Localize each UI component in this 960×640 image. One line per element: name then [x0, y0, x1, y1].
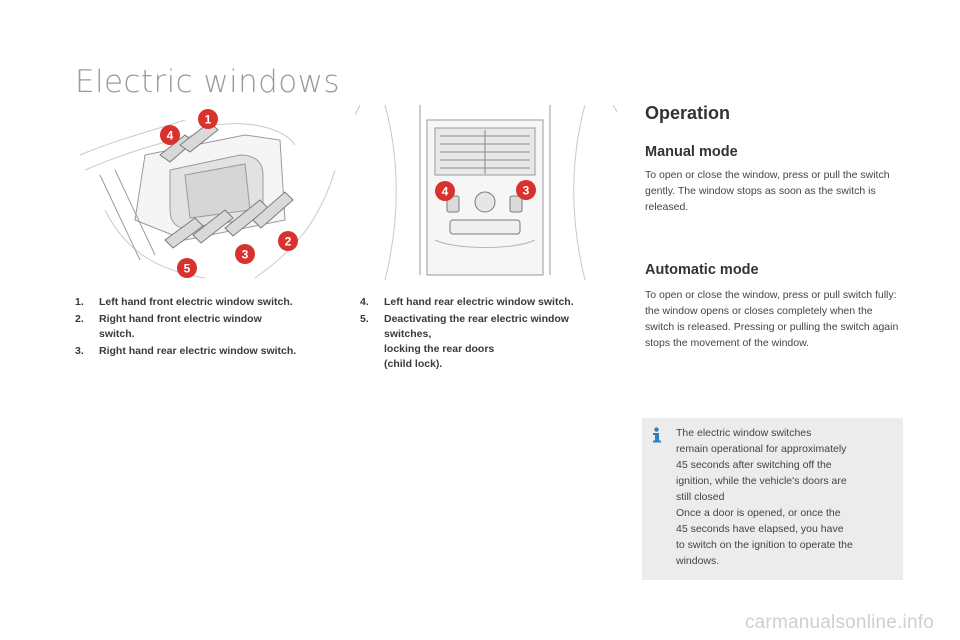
legend-item [75, 295, 345, 310]
callout-1-label: 1 [204, 112, 212, 127]
legend-item [75, 344, 345, 359]
info-note [642, 418, 903, 580]
legend-text: Right hand rear electric window switch. [99, 345, 297, 357]
callout-3-rear-label: 3 [522, 183, 530, 198]
note-line: remain operational for approximately [676, 443, 847, 455]
legend-text: Deactivating the rear electric window [384, 313, 569, 325]
legend-right [360, 295, 620, 374]
front-door-switches-illustration [75, 100, 340, 280]
legend-text: Right hand front electric window [99, 313, 262, 325]
info-icon [650, 427, 663, 443]
manual-mode-text: To open or close the window, press or pull the switch gently. The window stops as soon as the switch is released. [645, 169, 890, 213]
note-line: 45 seconds have elapsed, you have [676, 523, 844, 535]
legend-number: 2. [75, 313, 84, 325]
rear-console-drawing [355, 100, 620, 280]
legend-item [75, 312, 345, 342]
automatic-mode-text: To open or close the window, press or pull switch fully: the window opens or closes completely when the switch is released. Pressing or pulling the switch again stops the movement of the window. [645, 289, 899, 349]
legend-text-cont: switch. [99, 328, 135, 340]
callout-4 [159, 124, 181, 151]
note-line: The electric window switches [676, 427, 812, 439]
legend-text-cont: locking the rear doors [384, 343, 495, 355]
legend-text-cont: switches, [384, 328, 432, 340]
note-line: windows. [676, 555, 720, 567]
operation-heading: Operation [645, 103, 731, 123]
manual-mode-heading: Manual mode [645, 144, 738, 160]
info-note-text [676, 425, 891, 569]
legend-text-cont: (child lock). [384, 358, 443, 370]
callout-4-rear [434, 180, 456, 207]
callout-4-label: 4 [166, 128, 174, 143]
callout-5 [176, 257, 198, 284]
note-line: Once a door is opened, or once the [676, 507, 841, 519]
callout-2 [277, 230, 299, 257]
legend-item [360, 295, 620, 310]
note-line: ignition, while the vehicle's doors are [676, 475, 847, 487]
legend-left [75, 295, 345, 361]
callout-3 [234, 243, 256, 270]
page-title: Electric windows [75, 64, 340, 100]
legend-text: Left hand front electric window switch. [99, 296, 293, 308]
rear-console-switches-illustration [355, 100, 620, 280]
legend-number: 5. [360, 313, 369, 325]
callout-3-rear [515, 179, 537, 206]
automatic-mode-heading: Automatic mode [645, 262, 759, 278]
legend-number: 4. [360, 296, 369, 308]
site-watermark: carmanualsonline.info [744, 612, 934, 633]
legend-text: Left hand rear electric window switch. [384, 296, 574, 308]
callout-3-label: 3 [241, 247, 249, 262]
callout-1 [197, 108, 219, 135]
callout-4-rear-label: 4 [441, 184, 449, 199]
callout-5-label: 5 [183, 261, 191, 276]
note-line: still closed [676, 491, 725, 503]
legend-item [360, 312, 620, 372]
legend-number: 3. [75, 345, 84, 357]
note-line: 45 seconds after switching off the [676, 459, 832, 471]
legend-number: 1. [75, 296, 84, 308]
callout-2-label: 2 [284, 234, 292, 249]
note-line: to switch on the ignition to operate the [676, 539, 853, 551]
